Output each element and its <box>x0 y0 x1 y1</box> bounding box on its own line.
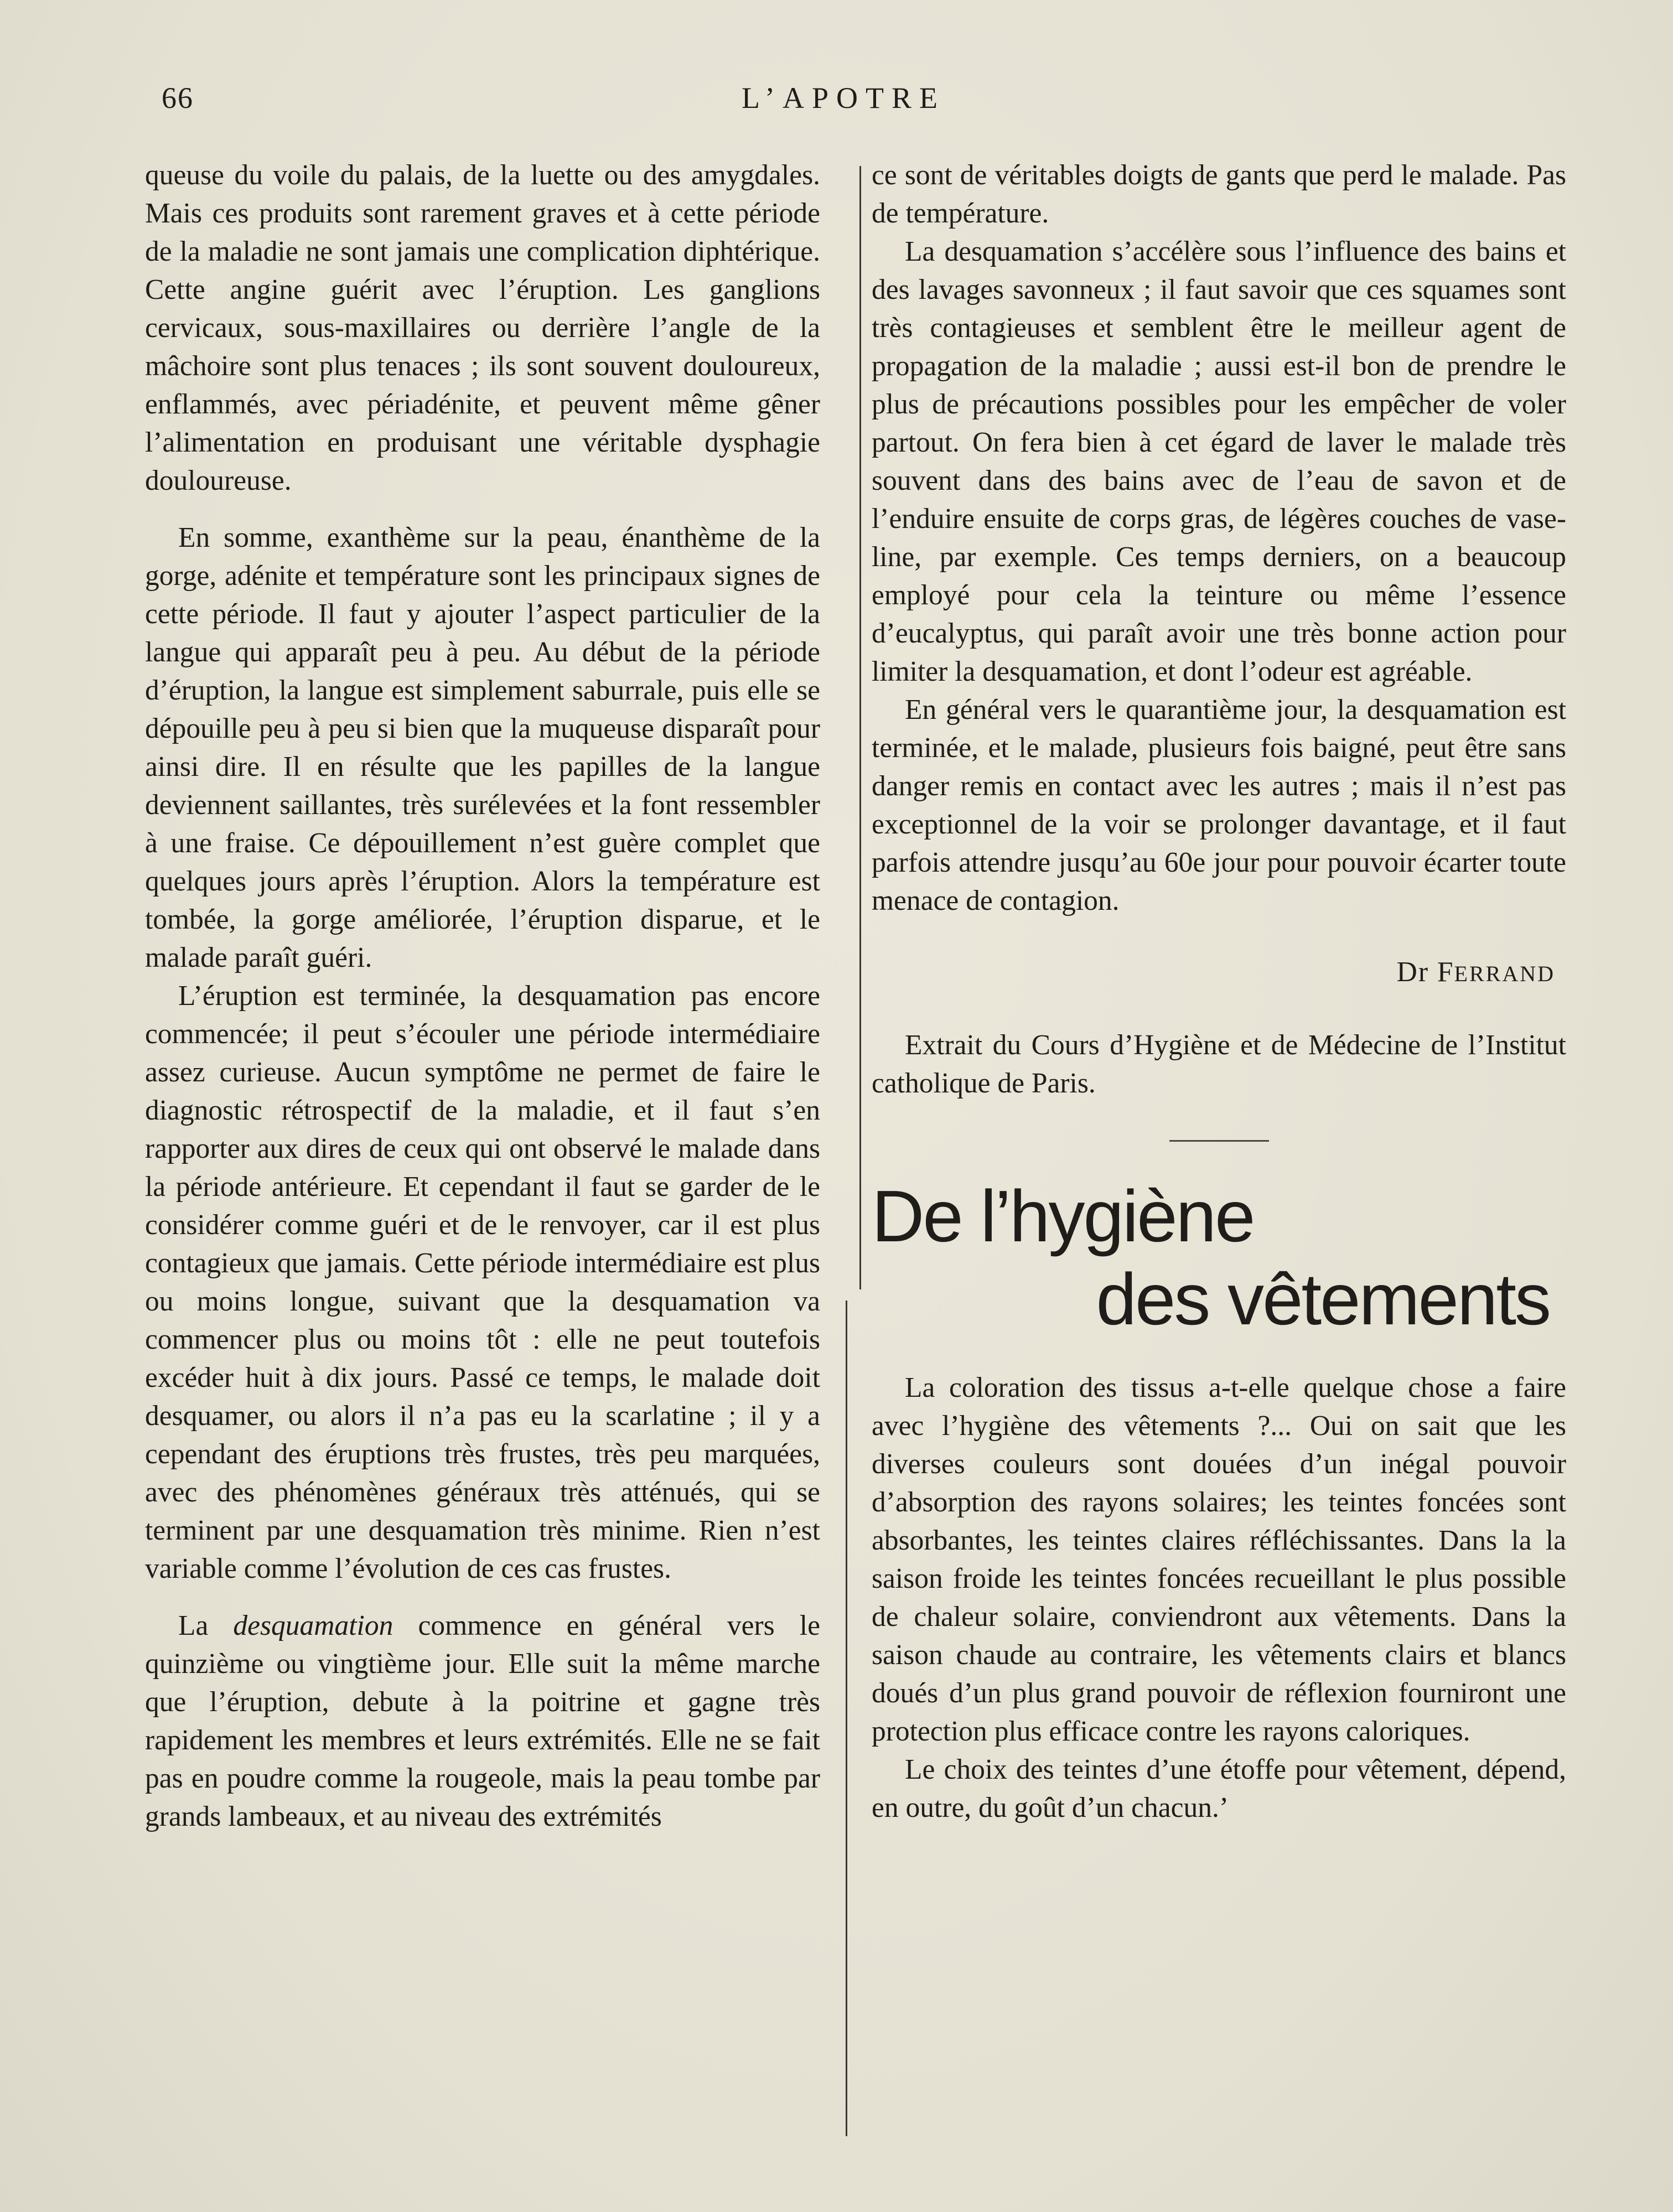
source-note: Extrait du Cours d’Hygiène et de Médecine de l’Institut catholique de Paris. <box>872 1029 1566 1099</box>
signature-rest: ERRAND <box>1454 961 1555 986</box>
paragraph: ce sont de véritables doigts de gants que perd le malade. Pas de température. <box>872 159 1566 229</box>
signature-initial: F <box>1437 956 1454 988</box>
text-run: La <box>178 1610 234 1641</box>
running-title: L’APOTRE <box>742 81 946 115</box>
text-run: commence en général vers le quinzième ou vingtième jour. Elle suit la même marche que l’éruption, debute à la poitrine et gagne très rapidement les membres et leurs extrémités. Elle ne se fait pas en poudre comme la rougeole, mais la peau tombe par grands lambeaux, et au niveau des extrémités <box>145 1610 820 1832</box>
article-title <box>872 1175 1566 1341</box>
right-column <box>872 156 1566 1827</box>
section-divider <box>1169 1140 1269 1142</box>
page-number: 66 <box>162 81 194 115</box>
left-column <box>145 156 820 1836</box>
paragraph: La desquamation s’accélère sous l’influence des bains et des lavages savonneux ; il faut savoir que ces squames sont très contagieuses et semblent être le meilleur agent de propagation de la maladie ; aussi est-il bon de prendre le plus de précautions possibles pour les empêcher de voler partout. On fera bien à cet égard de laver le malade très souvent dans des bains avec de l’eau de savon et de l’enduire ensuite de corps gras, de légères couches de vaseline, par exemple. Ces temps derniers, on a beaucoup employé pour cela la teinture ou même l’essence d’eucalyptus, qui paraît avoir une très bonne action pour limiter la desquamation, et dont l’odeur est agréable. <box>872 236 1566 687</box>
paragraph: En somme, exanthème sur la peau, énanthème de la gorge, adénite et température sont les principaux signes de cette période. Il faut y ajouter l’aspect particulier de la langue qui apparaît peu à peu. Au début de la période d’éruption, la langue est simplement saburrale, puis elle se dépouille peu à peu si bien que la muqueuse disparaît pour ainsi dire. Il en résulte que les papilles de la langue deviennent saillantes, très surélevées et la font ressembler à une fraise. Ce dépouillement n’est guère complet que quelques jours après l’éruption. Alors la température est tombée, la gorge améliorée, l’éruption disparue, et le malade paraît guéri. <box>145 522 820 973</box>
paragraph: queuse du voile du palais, de la luette ou des amygdales. Mais ces produits sont rarement graves et à cette période de la maladie ne sont jamais une complication diphtérique. Cette angine guérit avec l’éruption. Les ganglions cervicaux, sous-maxillaires ou derrière l’angle de la mâchoire sont plus tenaces ; ils sont souvent douloureux, enflammés, avec périadénite, et peuvent même gêner l’alimentation en produisant une véritable dysphagie douloureuse. <box>145 159 820 496</box>
column-rule-upper <box>859 166 861 1289</box>
paragraph: La coloration des tissus a-t-elle quelque chose a faire avec l’hygiène des vêtements ?... Oui on sait que les diverses couleurs sont douées d’un inégal pouvoir d’absorption des rayons solaires; les teintes foncées sont absorbantes, les teintes claires réfléchissantes. Dans la la saison froide les teintes foncées recueillant le plus possible de chaleur solaire, conviendront aux vêtements. Dans la saison chaude au contraire, les vêtements clairs et blancs doués d’un plus grand pouvoir de réflexion fourniront une protection plus efficace contre les rayons caloriques. <box>872 1372 1566 1747</box>
paragraph: Le choix des teintes d’une étoffe pour vêtement, dépend, en outre, du goût d’un chacun.’ <box>872 1754 1566 1824</box>
signature-prefix: Dr <box>1396 956 1437 988</box>
title-line-1: De l’hygiène <box>872 1175 1254 1257</box>
author-signature <box>872 953 1566 993</box>
italic-term: desquamation <box>233 1610 393 1641</box>
column-rule-lower <box>846 1301 847 2136</box>
title-line-2: des vêtements <box>1096 1258 1550 1340</box>
paragraph: En général vers le quarantième jour, la desquamation est terminée, et le malade, plusieurs fois baigné, peut être sans danger remis en contact avec les autres ; mais il n’est pas exceptionnel de la voir se prolonger davantage, et il faut parfois attendre jusqu’au 60e jour pour pouvoir écarter toute menace de contagion. <box>872 694 1566 916</box>
paragraph <box>145 1607 820 1836</box>
paragraph: L’éruption est terminée, la desquamation pas encore commencée; il peut s’écouler une période intermédiaire assez curieuse. Aucun symptôme ne permet de faire le diagnostic rétrospectif de la maladie, et il faut s’en rapporter aux dires de ceux qui ont observé le malade dans la période antérieure. Et cependant il faut se garder de le considérer comme guéri et de le renvoyer, car il est plus contagieux que jamais. Cette période intermédiaire est plus ou moins longue, suivant que la desquamation va commencer plus ou moins tôt : elle ne peut toutefois excéder huit à dix jours. Passé ce temps, le malade doit desquamer, ou alors il n’a pas eu la scarlatine ; il y a cependant des éruptions très frustes, très peu marquées, avec des phénomènes généraux très atténués, qui se terminent par une desquamation très minime. Rien n’est variable comme l’évolution de ces cas frustes. <box>145 980 820 1584</box>
